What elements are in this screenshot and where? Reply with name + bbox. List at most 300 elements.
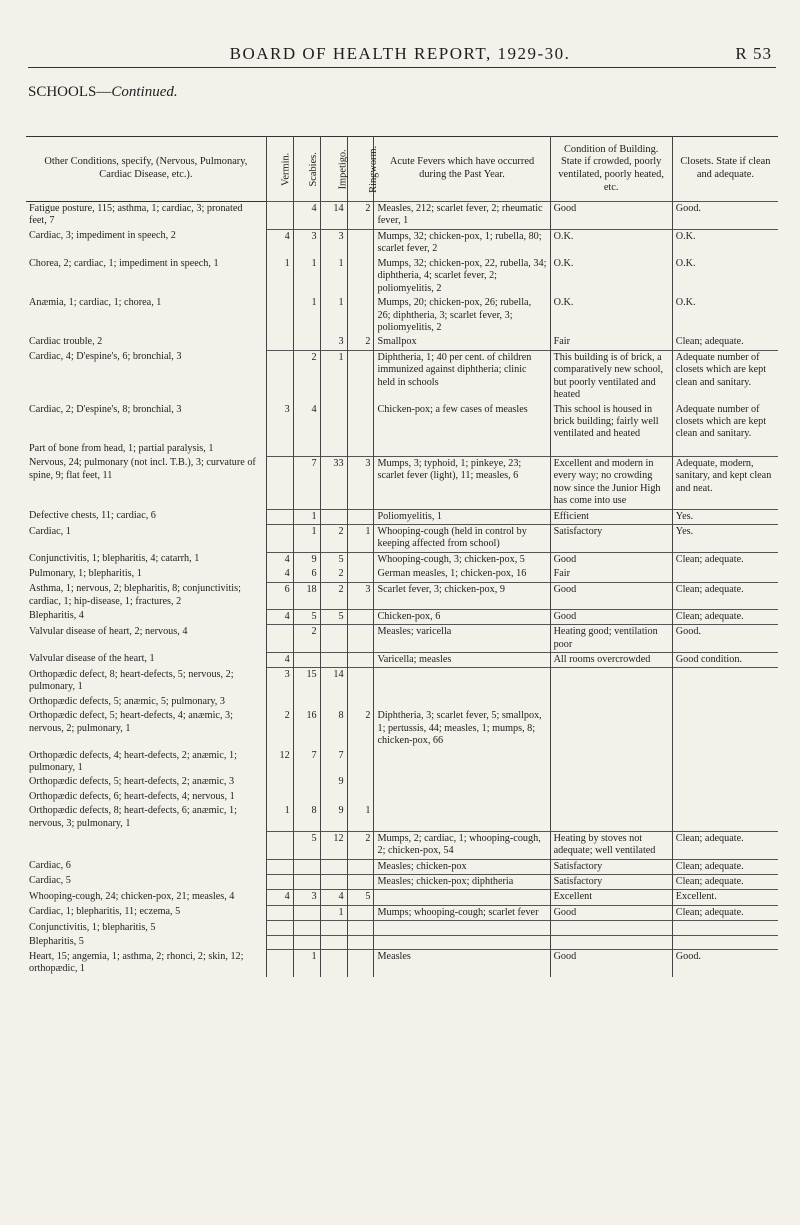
cell-scabies: 18 bbox=[293, 582, 320, 609]
cell-impetigo: 9 bbox=[320, 804, 347, 831]
cell-other: Orthopædic defects, 5; anæmic, 5; pulmonary, 3 bbox=[29, 695, 225, 707]
cell-scabies: 2 bbox=[293, 350, 320, 402]
cell-condition bbox=[550, 709, 672, 748]
cell-condition: O.K. bbox=[550, 229, 672, 256]
cell-ringworm: 3 bbox=[347, 456, 374, 509]
cell-fevers: Mumps, 32; chicken-pox, 22, rubella, 34; diphtheria, 4; scarlet fever, 2; poliomyelitis, 2 bbox=[374, 257, 550, 296]
cell-impetigo: 2 bbox=[320, 582, 347, 609]
cell-fevers: Diphtheria, 1; 40 per cent. of children immunized against diphtheria; clinic held in schools bbox=[374, 350, 550, 402]
cell-condition: Fair bbox=[550, 567, 672, 582]
table-row bbox=[26, 350, 778, 402]
cell-impetigo: 14 bbox=[320, 668, 347, 695]
cell-other: Blepharitis, 4 bbox=[29, 610, 84, 622]
cell-closets bbox=[672, 695, 778, 709]
cell-other: Cardiac, 1; blepharitis, 11; eczema, 5 bbox=[29, 906, 181, 918]
cell-closets: Adequate number of closets which are kept clean and sanitary. bbox=[672, 350, 778, 402]
cell-impetigo: 33 bbox=[320, 456, 347, 509]
cell-condition bbox=[550, 668, 672, 695]
cell-ringworm bbox=[347, 296, 374, 335]
cell-impetigo: 2 bbox=[320, 525, 347, 553]
cell-fevers bbox=[374, 921, 550, 935]
table-row bbox=[26, 525, 778, 553]
cell-impetigo bbox=[320, 950, 347, 977]
cell-other: Chorea, 2; cardiac, 1; impediment in speech, 1 bbox=[29, 257, 219, 269]
cell-fevers bbox=[374, 695, 550, 709]
cell-closets: Clean; adequate. bbox=[672, 582, 778, 609]
cell-ringworm bbox=[347, 442, 374, 456]
cell-closets: Clean; adequate. bbox=[672, 831, 778, 859]
cell-ringworm: 2 bbox=[347, 831, 374, 859]
table-row bbox=[26, 874, 778, 889]
cell-ringworm bbox=[347, 552, 374, 567]
cell-closets bbox=[672, 668, 778, 695]
cell-ringworm: 1 bbox=[347, 525, 374, 553]
table-row bbox=[26, 552, 778, 567]
cell-ringworm: 5 bbox=[347, 890, 374, 905]
cell-scabies bbox=[293, 921, 320, 935]
cell-scabies: 3 bbox=[293, 890, 320, 905]
cell-closets bbox=[672, 804, 778, 831]
cell-other: Fatigue posture, 115; asthma, 1; cardiac, 3; pronated feet, 7 bbox=[29, 203, 243, 227]
cell-impetigo bbox=[320, 442, 347, 456]
cell-vermin bbox=[266, 874, 293, 889]
cell-ringworm bbox=[347, 567, 374, 582]
cell-impetigo bbox=[320, 509, 347, 524]
cell-fevers: Whooping-cough (held in control by keeping affected from school) bbox=[374, 525, 550, 553]
cell-ringworm bbox=[347, 749, 374, 776]
cell-vermin bbox=[266, 950, 293, 977]
cell-impetigo: 2 bbox=[320, 567, 347, 582]
page-number: R 53 bbox=[735, 44, 772, 63]
cell-scabies bbox=[293, 652, 320, 667]
cell-other: Cardiac, 1 bbox=[29, 525, 71, 537]
cell-closets: Clean; adequate. bbox=[672, 335, 778, 350]
cell-other: Whooping-cough, 24; chicken-pox, 21; measles, 4 bbox=[29, 890, 235, 902]
cell-fevers bbox=[374, 668, 550, 695]
cell-condition: Fair bbox=[550, 335, 672, 350]
cell-condition: Heating by stoves not adequate; well ventilated bbox=[550, 831, 672, 859]
table-row bbox=[26, 509, 778, 524]
cell-vermin bbox=[266, 509, 293, 524]
table-row bbox=[26, 935, 778, 949]
cell-condition bbox=[550, 749, 672, 776]
cell-closets: Adequate, modern, sanitary, and kept clean and neat. bbox=[672, 456, 778, 509]
col-header-condition: Condition of Building. State if crowded, poorly ventilated, poorly heated, etc. bbox=[550, 137, 672, 202]
cell-scabies: 4 bbox=[293, 403, 320, 442]
cell-condition: This building is of brick, a comparatively new school, but poorly ventilated and heated bbox=[550, 350, 672, 402]
cell-ringworm: 2 bbox=[347, 202, 374, 230]
cell-closets: O.K. bbox=[672, 296, 778, 335]
cell-scabies bbox=[293, 775, 320, 789]
cell-impetigo bbox=[320, 652, 347, 667]
col-header-ringworm: Ringworm. bbox=[347, 137, 374, 202]
cell-scabies bbox=[293, 695, 320, 709]
table-row bbox=[26, 202, 778, 230]
table-row bbox=[26, 775, 778, 789]
cell-closets: Clean; adequate. bbox=[672, 874, 778, 889]
cell-condition bbox=[550, 804, 672, 831]
cell-impetigo bbox=[320, 935, 347, 949]
cell-closets bbox=[672, 775, 778, 789]
table-row bbox=[26, 790, 778, 804]
cell-vermin bbox=[266, 790, 293, 804]
cell-fevers: Measles; chicken-pox bbox=[374, 859, 550, 874]
cell-closets bbox=[672, 749, 778, 776]
cell-impetigo bbox=[320, 403, 347, 442]
cell-vermin bbox=[266, 296, 293, 335]
cell-closets: O.K. bbox=[672, 229, 778, 256]
cell-closets: Clean; adequate. bbox=[672, 609, 778, 624]
cell-scabies: 7 bbox=[293, 749, 320, 776]
cell-ringworm: 2 bbox=[347, 709, 374, 748]
cell-fevers bbox=[374, 790, 550, 804]
cell-vermin: 4 bbox=[266, 229, 293, 256]
cell-condition bbox=[550, 695, 672, 709]
cell-impetigo bbox=[320, 695, 347, 709]
cell-closets: Clean; adequate. bbox=[672, 859, 778, 874]
cell-scabies: 15 bbox=[293, 668, 320, 695]
section-title-continued: Continued. bbox=[111, 84, 178, 100]
cell-ringworm bbox=[347, 609, 374, 624]
cell-other: Defective chests, 11; cardiac, 6 bbox=[29, 510, 156, 522]
cell-condition: Good bbox=[550, 202, 672, 230]
cell-closets: Clean; adequate. bbox=[672, 552, 778, 567]
cell-fevers: German measles, 1; chicken-pox, 16 bbox=[374, 567, 550, 582]
table-row bbox=[26, 582, 778, 609]
cell-condition: O.K. bbox=[550, 296, 672, 335]
cell-impetigo: 1 bbox=[320, 296, 347, 335]
table-row bbox=[26, 859, 778, 874]
cell-closets: Yes. bbox=[672, 525, 778, 553]
cell-ringworm bbox=[347, 257, 374, 296]
cell-fevers bbox=[374, 442, 550, 456]
col-header-vermin: Vermin. bbox=[266, 137, 293, 202]
cell-other: Cardiac, 6 bbox=[29, 860, 71, 871]
cell-impetigo bbox=[320, 874, 347, 889]
cell-impetigo: 14 bbox=[320, 202, 347, 230]
cell-vermin: 4 bbox=[266, 567, 293, 582]
cell-fevers bbox=[374, 804, 550, 831]
cell-closets: Adequate number of closets which are kept clean and sanitary. bbox=[672, 403, 778, 442]
col-header-fevers: Acute Fevers which have occurred during the Past Year. bbox=[374, 137, 550, 202]
cell-fevers: Mumps, 2; cardiac, 1; whooping-cough, 2; chicken-pox, 54 bbox=[374, 831, 550, 859]
cell-scabies: 3 bbox=[293, 229, 320, 256]
cell-other: Cardiac, 3; impediment in speech, 2 bbox=[29, 230, 176, 242]
cell-vermin bbox=[266, 831, 293, 859]
cell-impetigo: 4 bbox=[320, 890, 347, 905]
cell-vermin: 3 bbox=[266, 668, 293, 695]
cell-scabies bbox=[293, 859, 320, 874]
cell-vermin bbox=[266, 350, 293, 402]
cell-vermin: 2 bbox=[266, 709, 293, 748]
cell-closets: Good. bbox=[672, 202, 778, 230]
cell-other: Nervous, 24; pulmonary (not incl. T.B.), 3; curvature of spine, 9; flat feet, 11 bbox=[29, 457, 256, 481]
table-row bbox=[26, 695, 778, 709]
col-header-closets: Closets. State if clean and adequate. bbox=[672, 137, 778, 202]
cell-impetigo bbox=[320, 921, 347, 935]
cell-closets bbox=[672, 709, 778, 748]
cell-closets bbox=[672, 935, 778, 949]
cell-impetigo: 1 bbox=[320, 905, 347, 920]
cell-scabies bbox=[293, 790, 320, 804]
cell-ringworm bbox=[347, 874, 374, 889]
cell-vermin: 12 bbox=[266, 749, 293, 776]
table-body bbox=[26, 202, 778, 977]
cell-impetigo bbox=[320, 790, 347, 804]
cell-scabies bbox=[293, 935, 320, 949]
cell-fevers bbox=[374, 935, 550, 949]
cell-fevers: Poliomyelitis, 1 bbox=[374, 509, 550, 524]
cell-other bbox=[26, 831, 266, 859]
cell-other: Orthopædic defects, 8; heart-defects, 6; anæmic, 1; nervous, 3; pulmonary, 1 bbox=[29, 805, 237, 829]
cell-condition: Good bbox=[550, 552, 672, 567]
cell-scabies: 1 bbox=[293, 257, 320, 296]
cell-scabies: 7 bbox=[293, 456, 320, 509]
cell-vermin: 4 bbox=[266, 890, 293, 905]
cell-scabies: 6 bbox=[293, 567, 320, 582]
table-row bbox=[26, 257, 778, 296]
cell-condition: Satisfactory bbox=[550, 859, 672, 874]
cell-other: Orthopædic defect, 5; heart-defects, 4; anæmic, 3; nervous, 2; pulmonary, 1 bbox=[29, 710, 233, 734]
cell-fevers: Mumps, 32; chicken-pox, 1; rubella, 80; scarlet fever, 2 bbox=[374, 229, 550, 256]
cell-impetigo: 5 bbox=[320, 552, 347, 567]
cell-ringworm bbox=[347, 652, 374, 667]
cell-ringworm bbox=[347, 950, 374, 977]
cell-fevers: Measles, 212; scarlet fever, 2; rheumatic fever, 1 bbox=[374, 202, 550, 230]
cell-impetigo: 1 bbox=[320, 350, 347, 402]
cell-scabies: 2 bbox=[293, 625, 320, 653]
cell-ringworm bbox=[347, 695, 374, 709]
cell-scabies: 1 bbox=[293, 950, 320, 977]
cell-ringworm: 1 bbox=[347, 804, 374, 831]
cell-other: Valvular disease of heart, 2; nervous, 4 bbox=[29, 625, 188, 637]
cell-closets: Yes. bbox=[672, 509, 778, 524]
cell-fevers bbox=[374, 890, 550, 905]
cell-other: Orthopædic defects, 5; heart-defects, 2; anæmic, 3 bbox=[29, 776, 235, 788]
cell-vermin: 3 bbox=[266, 403, 293, 442]
cell-vermin: 4 bbox=[266, 652, 293, 667]
cell-fevers: Mumps, 20; chicken-pox, 26; rubella, 26; diphtheria, 3; scarlet fever, 3; poliomyelitis, 2 bbox=[374, 296, 550, 335]
cell-vermin: 4 bbox=[266, 609, 293, 624]
cell-fevers bbox=[374, 749, 550, 776]
cell-fevers: Measles; chicken-pox; diphtheria bbox=[374, 874, 550, 889]
cell-fevers: Measles; varicella bbox=[374, 625, 550, 653]
cell-ringworm bbox=[347, 229, 374, 256]
table-row bbox=[26, 456, 778, 509]
cell-scabies: 1 bbox=[293, 525, 320, 553]
cell-vermin: 1 bbox=[266, 257, 293, 296]
cell-closets bbox=[672, 790, 778, 804]
table-row bbox=[26, 335, 778, 350]
cell-scabies: 4 bbox=[293, 202, 320, 230]
cell-other: Orthopædic defects, 4; heart-defects, 2; anæmic, 1; pulmonary, 1 bbox=[29, 749, 237, 773]
cell-other: Anæmia, 1; cardiac, 1; chorea, 1 bbox=[29, 297, 162, 309]
table-row bbox=[26, 905, 778, 920]
table-row bbox=[26, 609, 778, 624]
cell-vermin bbox=[266, 456, 293, 509]
cell-other: Part of bone from head, 1; partial paralysis, 1 bbox=[29, 442, 214, 454]
cell-fevers: Scarlet fever, 3; chicken-pox, 9 bbox=[374, 582, 550, 609]
cell-fevers: Chicken-pox, 6 bbox=[374, 609, 550, 624]
cell-other: Pulmonary, 1; blepharitis, 1 bbox=[29, 568, 142, 580]
cell-fevers bbox=[374, 775, 550, 789]
cell-ringworm bbox=[347, 790, 374, 804]
cell-condition: This school is housed in brick building; fairly well ventilated and heated bbox=[550, 403, 672, 442]
col-header-impetigo: Impetigo. bbox=[320, 137, 347, 202]
cell-impetigo: 7 bbox=[320, 749, 347, 776]
cell-ringworm bbox=[347, 403, 374, 442]
cell-vermin bbox=[266, 442, 293, 456]
cell-fevers: Mumps, 3; typhoid, 1; pinkeye, 23; scarlet fever (light), 11; measles, 6 bbox=[374, 456, 550, 509]
cell-scabies bbox=[293, 442, 320, 456]
cell-fevers: Chicken-pox; a few cases of measles bbox=[374, 403, 550, 442]
cell-condition: Good bbox=[550, 950, 672, 977]
cell-closets: Clean; adequate. bbox=[672, 905, 778, 920]
table-row bbox=[26, 403, 778, 442]
cell-impetigo bbox=[320, 859, 347, 874]
section-title bbox=[28, 84, 178, 101]
cell-closets bbox=[672, 921, 778, 935]
table-header-row bbox=[26, 137, 778, 202]
table-row bbox=[26, 950, 778, 977]
table-row bbox=[26, 831, 778, 859]
cell-closets bbox=[672, 442, 778, 456]
table-row bbox=[26, 625, 778, 653]
table-row bbox=[26, 652, 778, 667]
cell-condition bbox=[550, 442, 672, 456]
cell-other: Orthopædic defects, 6; heart-defects, 4; nervous, 1 bbox=[29, 790, 235, 802]
cell-scabies bbox=[293, 335, 320, 350]
cell-other: Cardiac, 2; D'espine's, 8; bronchial, 3 bbox=[29, 403, 182, 415]
section-title-main: SCHOOLS— bbox=[28, 84, 112, 100]
cell-scabies: 5 bbox=[293, 609, 320, 624]
cell-vermin bbox=[266, 695, 293, 709]
table-row bbox=[26, 229, 778, 256]
cell-fevers: Mumps; whooping-cough; scarlet fever bbox=[374, 905, 550, 920]
cell-scabies: 1 bbox=[293, 509, 320, 524]
header-rule bbox=[28, 67, 776, 68]
col-header-other: Other Conditions, specify, (Nervous, Pulmonary, Cardiac Disease, etc.). bbox=[44, 156, 248, 180]
cell-scabies: 16 bbox=[293, 709, 320, 748]
cell-ringworm bbox=[347, 509, 374, 524]
cell-condition bbox=[550, 935, 672, 949]
cell-scabies bbox=[293, 905, 320, 920]
cell-impetigo: 12 bbox=[320, 831, 347, 859]
cell-vermin bbox=[266, 859, 293, 874]
cell-condition: Heating good; ventilation poor bbox=[550, 625, 672, 653]
cell-fevers: Smallpox bbox=[374, 335, 550, 350]
cell-ringworm bbox=[347, 668, 374, 695]
cell-condition: Satisfactory bbox=[550, 874, 672, 889]
cell-impetigo: 1 bbox=[320, 257, 347, 296]
cell-other: Heart, 15; angemia, 1; asthma, 2; rhonci, 2; skin, 12; orthopædic, 1 bbox=[29, 950, 244, 975]
table-row bbox=[26, 567, 778, 582]
cell-impetigo: 9 bbox=[320, 775, 347, 789]
cell-condition: Good bbox=[550, 905, 672, 920]
cell-fevers: Measles bbox=[374, 950, 550, 977]
schools-table bbox=[26, 136, 778, 977]
cell-scabies: 5 bbox=[293, 831, 320, 859]
cell-vermin bbox=[266, 525, 293, 553]
cell-closets: Good. bbox=[672, 950, 778, 977]
cell-condition: Efficient bbox=[550, 509, 672, 524]
table-row bbox=[26, 890, 778, 905]
cell-closets bbox=[672, 567, 778, 582]
cell-vermin: 6 bbox=[266, 582, 293, 609]
cell-other: Cardiac, 5 bbox=[29, 875, 71, 887]
cell-ringworm bbox=[347, 859, 374, 874]
cell-condition: Good bbox=[550, 582, 672, 609]
table-row bbox=[26, 804, 778, 831]
cell-ringworm bbox=[347, 935, 374, 949]
table-row bbox=[26, 709, 778, 748]
cell-other: Cardiac, 4; D'espine's, 6; bronchial, 3 bbox=[29, 351, 182, 363]
cell-vermin bbox=[266, 905, 293, 920]
cell-scabies: 8 bbox=[293, 804, 320, 831]
cell-closets: O.K. bbox=[672, 257, 778, 296]
cell-ringworm bbox=[347, 625, 374, 653]
cell-impetigo bbox=[320, 625, 347, 653]
cell-other: Conjunctivitis, 1; blepharitis, 5 bbox=[29, 921, 156, 933]
cell-fevers: Diphtheria, 3; scarlet fever, 5; smallpox, 1; pertussis, 44; measles, 1; mumps, 8; chicken-pox, 66 bbox=[374, 709, 550, 748]
cell-scabies: 9 bbox=[293, 552, 320, 567]
cell-vermin bbox=[266, 921, 293, 935]
cell-fevers: Varicella; measles bbox=[374, 652, 550, 667]
cell-impetigo: 5 bbox=[320, 609, 347, 624]
cell-impetigo: 8 bbox=[320, 709, 347, 748]
cell-condition: O.K. bbox=[550, 257, 672, 296]
table-row bbox=[26, 921, 778, 935]
cell-condition bbox=[550, 775, 672, 789]
cell-other: Conjunctivitis, 1; blepharitis, 4; catarrh, 1 bbox=[29, 553, 200, 565]
cell-condition: All rooms overcrowded bbox=[550, 652, 672, 667]
cell-other: Orthopædic defect, 8; heart-defects, 5; nervous, 2; pulmonary, 1 bbox=[29, 668, 234, 693]
cell-vermin bbox=[266, 935, 293, 949]
cell-vermin bbox=[266, 775, 293, 789]
cell-scabies bbox=[293, 874, 320, 889]
table-row bbox=[26, 296, 778, 335]
table-row bbox=[26, 749, 778, 776]
col-header-scabies: Scabies. bbox=[293, 137, 320, 202]
cell-condition: Excellent and modern in every way; no crowding now since the Junior High has come into use bbox=[550, 456, 672, 509]
cell-ringworm: 2 bbox=[347, 335, 374, 350]
table-row bbox=[26, 668, 778, 695]
cell-fevers: Whooping-cough, 3; chicken-pox, 5 bbox=[374, 552, 550, 567]
cell-other: Blepharitis, 5 bbox=[29, 936, 84, 948]
table-row bbox=[26, 442, 778, 456]
cell-vermin: 4 bbox=[266, 552, 293, 567]
cell-impetigo: 3 bbox=[320, 229, 347, 256]
cell-ringworm bbox=[347, 350, 374, 402]
cell-vermin bbox=[266, 335, 293, 350]
cell-condition bbox=[550, 790, 672, 804]
cell-scabies: 1 bbox=[293, 296, 320, 335]
cell-closets: Good. bbox=[672, 625, 778, 653]
cell-vermin: 1 bbox=[266, 804, 293, 831]
cell-condition: Good bbox=[550, 609, 672, 624]
cell-vermin bbox=[266, 202, 293, 230]
cell-impetigo: 3 bbox=[320, 335, 347, 350]
cell-closets: Good condition. bbox=[672, 652, 778, 667]
cell-condition bbox=[550, 921, 672, 935]
cell-ringworm bbox=[347, 921, 374, 935]
cell-ringworm: 3 bbox=[347, 582, 374, 609]
cell-other: Asthma, 1; nervous, 2; blepharitis, 8; conjunctivitis; cardiac, 1; hip-disease, 1; fractures, 2 bbox=[29, 583, 241, 607]
cell-ringworm bbox=[347, 775, 374, 789]
page-header-title: BOARD OF HEALTH REPORT, 1929-30. bbox=[229, 44, 571, 63]
cell-condition: Satisfactory bbox=[550, 525, 672, 553]
cell-ringworm bbox=[347, 905, 374, 920]
